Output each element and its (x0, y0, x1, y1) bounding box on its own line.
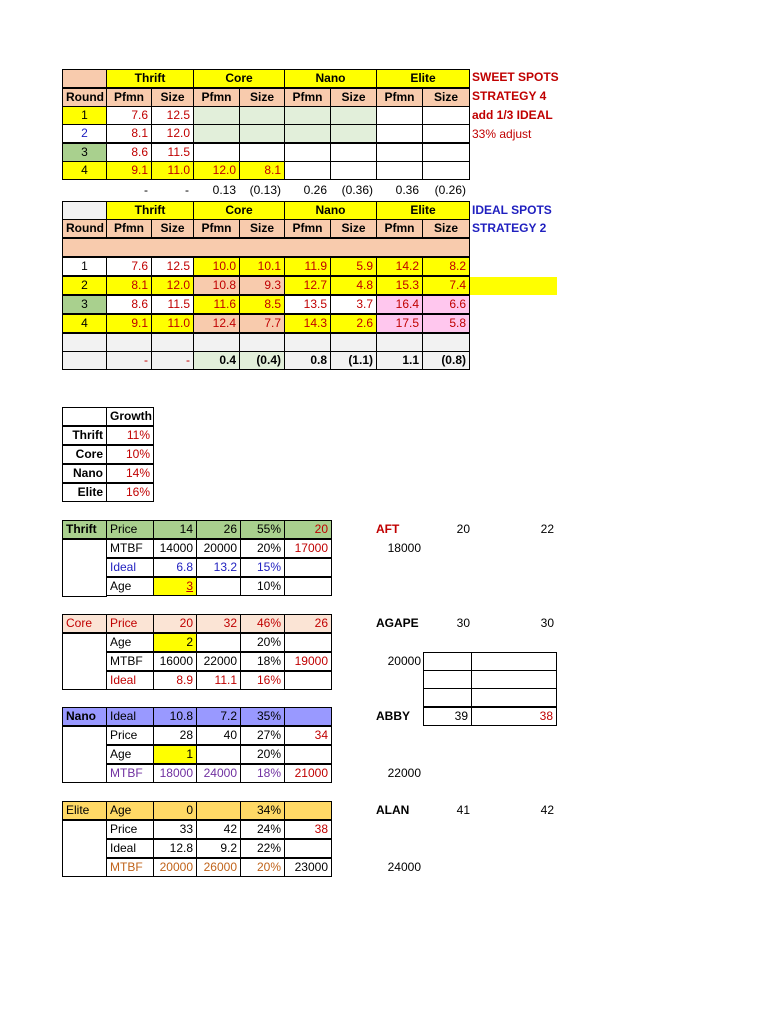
row-label[interactable]: Price (106, 614, 154, 633)
empty-cell[interactable] (422, 333, 470, 352)
value-cell[interactable]: 26 (196, 520, 241, 539)
value-cell[interactable]: 14 (153, 520, 197, 539)
empty-cell[interactable] (284, 106, 331, 125)
value-cell[interactable]: 20 (284, 520, 332, 539)
round-cell[interactable]: 1 (62, 257, 107, 276)
value-cell[interactable]: 8.5 (239, 295, 285, 314)
pfmn-header[interactable]: Pfmn (193, 88, 240, 107)
empty-cell[interactable] (239, 106, 285, 125)
group-header-elite[interactable]: Elite (376, 69, 470, 88)
value-cell[interactable]: 14.2 (376, 257, 423, 276)
size-header[interactable]: Size (422, 219, 470, 238)
value-cell[interactable]: 20 (153, 614, 197, 633)
note-strategy-2[interactable]: STRATEGY 2 (472, 221, 547, 235)
empty-cell[interactable] (284, 161, 331, 180)
value-cell[interactable]: 8.9 (153, 671, 197, 690)
value-cell[interactable]: 12.0 (193, 161, 240, 180)
empty-cell[interactable] (423, 670, 472, 689)
empty-cell[interactable] (62, 726, 107, 783)
value-cell[interactable]: 9.2 (196, 839, 241, 858)
value-cell[interactable]: 8.2 (422, 257, 470, 276)
diff-cell[interactable]: - (106, 351, 152, 370)
value-cell[interactable]: 22000 (196, 652, 241, 671)
row-label[interactable]: Age (106, 577, 154, 596)
empty-cell[interactable] (62, 351, 107, 370)
group-header-thrift[interactable]: Thrift (106, 201, 194, 220)
value-cell[interactable]: 19000 (284, 652, 332, 671)
value-cell[interactable]: 7.6 (106, 257, 152, 276)
empty-cell[interactable] (376, 124, 423, 143)
empty-cell[interactable] (239, 124, 285, 143)
group-header-core[interactable]: Core (193, 201, 285, 220)
header-corner[interactable] (62, 69, 107, 88)
empty-cell[interactable] (423, 688, 472, 707)
row-label[interactable]: Age (106, 801, 154, 820)
empty-cell[interactable] (193, 143, 240, 162)
empty-cell[interactable] (62, 820, 107, 877)
value-cell[interactable]: 12.5 (151, 257, 194, 276)
value-cell[interactable]: 13.5 (284, 295, 331, 314)
empty-cell[interactable] (193, 333, 240, 352)
empty-cell[interactable] (284, 801, 332, 820)
value-cell[interactable]: 7.6 (106, 106, 152, 125)
empty-cell[interactable] (239, 333, 285, 352)
percent-cell[interactable]: 55% (240, 520, 285, 539)
pfmn-header[interactable]: Pfmn (376, 219, 423, 238)
value-cell[interactable]: 18000 (153, 764, 197, 783)
value-cell[interactable]: 6.8 (153, 558, 197, 577)
empty-cell[interactable] (193, 124, 240, 143)
value-cell[interactable]: 10.0 (193, 257, 240, 276)
empty-cell[interactable] (196, 633, 241, 652)
empty-cell[interactable] (196, 745, 241, 764)
value-cell[interactable]: 8.6 (106, 295, 152, 314)
empty-cell[interactable] (284, 839, 332, 858)
diff-cell[interactable]: (1.1) (330, 351, 377, 370)
diff-cell[interactable]: 0.8 (284, 351, 331, 370)
diff-cell[interactable]: - (185, 183, 189, 197)
empty-cell[interactable] (330, 161, 377, 180)
row-label[interactable]: Price (106, 520, 154, 539)
value-cell[interactable]: 6.6 (422, 295, 470, 314)
empty-cell[interactable] (471, 652, 557, 671)
round-cell[interactable]: 1 (62, 106, 107, 125)
percent-cell[interactable]: 35% (240, 707, 285, 726)
competitor-value[interactable]: 30 (456, 616, 470, 630)
value-cell[interactable]: 14.3 (284, 314, 331, 333)
empty-cell[interactable] (284, 671, 332, 690)
percent-cell[interactable]: 34% (240, 801, 285, 820)
percent-cell[interactable]: 18% (240, 652, 285, 671)
segment-label[interactable]: Nano (62, 707, 107, 726)
value-cell[interactable]: 33 (153, 820, 197, 839)
competitor-extra[interactable]: 24000 (387, 860, 421, 874)
value-cell[interactable]: 34 (284, 726, 332, 745)
segment-label[interactable]: Core (62, 445, 107, 464)
diff-cell[interactable]: (0.8) (422, 351, 470, 370)
row-label[interactable]: Age (106, 633, 154, 652)
value-cell[interactable]: 17.5 (376, 314, 423, 333)
note-sweet-spots[interactable]: SWEET SPOTS (472, 70, 559, 84)
round-cell[interactable]: 3 (62, 143, 107, 162)
competitor-name[interactable]: AGAPE (376, 616, 419, 630)
competitor-name[interactable]: ABBY (376, 709, 411, 723)
percent-cell[interactable]: 16% (240, 671, 285, 690)
value-cell[interactable]: 26 (284, 614, 332, 633)
competitor-value[interactable]: 38 (471, 707, 557, 726)
value-cell[interactable]: 8.1 (106, 276, 152, 295)
value-cell[interactable]: 38 (284, 820, 332, 839)
segment-label[interactable]: Thrift (62, 520, 107, 539)
segment-label[interactable]: Nano (62, 464, 107, 483)
value-cell[interactable]: 8.1 (239, 161, 285, 180)
diff-cell[interactable]: 0.13 (212, 183, 236, 197)
empty-cell[interactable] (284, 333, 331, 352)
row-label[interactable]: Ideal (106, 707, 154, 726)
note-strategy-4[interactable]: STRATEGY 4 (472, 89, 547, 103)
value-cell[interactable]: 3.7 (330, 295, 377, 314)
row-label[interactable]: Age (106, 745, 154, 764)
value-cell[interactable]: 32 (196, 614, 241, 633)
empty-cell[interactable] (284, 633, 332, 652)
diff-cell[interactable]: - (151, 351, 194, 370)
value-cell[interactable]: 5.9 (330, 257, 377, 276)
row-label[interactable]: Price (106, 820, 154, 839)
empty-cell[interactable] (284, 558, 332, 577)
empty-cell[interactable] (196, 801, 241, 820)
pfmn-header[interactable]: Pfmn (106, 219, 152, 238)
empty-cell[interactable] (284, 143, 331, 162)
empty-cell[interactable] (193, 106, 240, 125)
value-cell[interactable]: 21000 (284, 764, 332, 783)
segment-label[interactable]: Elite (62, 801, 107, 820)
empty-cell[interactable] (151, 333, 194, 352)
empty-cell[interactable] (471, 670, 557, 689)
row-label[interactable]: MTBF (106, 539, 154, 558)
competitor-extra[interactable]: 18000 (387, 541, 421, 555)
value-cell[interactable]: 14000 (153, 539, 197, 558)
size-header[interactable]: Size (330, 88, 377, 107)
percent-cell[interactable]: 22% (240, 839, 285, 858)
pfmn-header[interactable]: Pfmn (284, 219, 331, 238)
percent-cell[interactable]: 27% (240, 726, 285, 745)
value-cell[interactable]: 9.3 (239, 276, 285, 295)
value-cell[interactable]: 8.6 (106, 143, 152, 162)
value-cell[interactable]: 12.7 (284, 276, 331, 295)
percent-cell[interactable]: 10% (240, 577, 285, 596)
value-cell[interactable]: 28 (153, 726, 197, 745)
value-cell[interactable]: 0 (153, 801, 197, 820)
empty-cell[interactable] (330, 333, 377, 352)
header-corner[interactable] (62, 201, 107, 220)
value-cell[interactable]: 2 (153, 633, 197, 652)
empty-cell[interactable] (423, 652, 472, 671)
value-cell[interactable]: 7.4 (422, 276, 470, 295)
empty-cell[interactable] (422, 143, 470, 162)
value-cell[interactable]: 26000 (196, 858, 241, 877)
competitor-name[interactable]: AFT (376, 522, 400, 536)
diff-cell[interactable]: (0.13) (249, 183, 281, 197)
round-cell[interactable]: 2 (62, 276, 107, 295)
segment-label[interactable]: Elite (62, 483, 107, 502)
value-cell[interactable]: 15.3 (376, 276, 423, 295)
empty-cell[interactable] (376, 333, 423, 352)
row-label[interactable]: MTBF (106, 652, 154, 671)
round-cell[interactable]: 3 (62, 295, 107, 314)
value-cell[interactable]: 7.2 (196, 707, 241, 726)
value-cell[interactable]: 24000 (196, 764, 241, 783)
value-cell[interactable]: 11.0 (151, 314, 194, 333)
value-cell[interactable]: 40 (196, 726, 241, 745)
empty-cell[interactable] (330, 124, 377, 143)
empty-cell[interactable] (62, 333, 107, 352)
value-cell[interactable]: 11.5 (151, 295, 194, 314)
group-header-nano[interactable]: Nano (284, 69, 377, 88)
diff-cell[interactable]: (0.36) (341, 183, 373, 197)
competitor-name[interactable]: ALAN (376, 803, 410, 817)
value-cell[interactable]: 1 (153, 745, 197, 764)
value-cell[interactable]: 10.8 (193, 276, 240, 295)
value-cell[interactable]: 17000 (284, 539, 332, 558)
competitor-extra[interactable]: 20000 (387, 654, 421, 668)
competitor-value[interactable]: 20 (456, 522, 470, 536)
value-cell[interactable]: 10.1 (239, 257, 285, 276)
empty-cell[interactable] (284, 707, 332, 726)
value-cell[interactable]: 11.1 (196, 671, 241, 690)
empty-cell[interactable] (471, 688, 557, 707)
diff-cell[interactable]: (0.4) (239, 351, 285, 370)
growth-value[interactable]: 14% (106, 464, 154, 483)
diff-cell[interactable]: 1.1 (376, 351, 423, 370)
percent-cell[interactable]: 24% (240, 820, 285, 839)
note-adjust[interactable]: 33% adjust (472, 127, 532, 141)
value-cell[interactable]: 23000 (284, 858, 332, 877)
row-label[interactable]: Ideal (106, 671, 154, 690)
pfmn-header[interactable]: Pfmn (106, 88, 152, 107)
size-header[interactable]: Size (422, 88, 470, 107)
group-header-nano[interactable]: Nano (284, 201, 377, 220)
round-cell[interactable]: 2 (62, 124, 107, 143)
empty-cell[interactable] (106, 333, 152, 352)
value-cell[interactable]: 13.2 (196, 558, 241, 577)
empty-cell[interactable] (422, 106, 470, 125)
competitor-value[interactable]: 30 (540, 616, 554, 630)
value-cell[interactable]: 10.8 (153, 707, 197, 726)
empty-cell[interactable] (284, 577, 332, 596)
value-cell[interactable]: 20000 (153, 858, 197, 877)
value-cell[interactable]: 11.0 (151, 161, 194, 180)
value-cell[interactable]: 42 (196, 820, 241, 839)
empty-cell[interactable] (196, 577, 241, 596)
diff-cell[interactable]: (0.26) (434, 183, 466, 197)
diff-cell[interactable]: - (144, 183, 148, 197)
group-header-thrift[interactable]: Thrift (106, 69, 194, 88)
percent-cell[interactable]: 15% (240, 558, 285, 577)
empty-cell[interactable] (62, 407, 107, 426)
growth-value[interactable]: 11% (106, 426, 154, 445)
empty-cell[interactable] (330, 106, 377, 125)
size-header[interactable]: Size (330, 219, 377, 238)
empty-cell[interactable] (284, 124, 331, 143)
empty-cell[interactable] (376, 106, 423, 125)
value-cell[interactable]: 9.1 (106, 314, 152, 333)
competitor-value[interactable]: 41 (456, 803, 470, 817)
empty-cell[interactable] (422, 161, 470, 180)
percent-cell[interactable]: 20% (240, 539, 285, 558)
row-label[interactable]: Ideal (106, 558, 154, 577)
size-header[interactable]: Size (151, 88, 194, 107)
size-header[interactable]: Size (239, 88, 285, 107)
segment-label[interactable]: Core (62, 614, 107, 633)
value-cell[interactable]: 5.8 (422, 314, 470, 333)
value-cell[interactable]: 9.1 (106, 161, 152, 180)
group-header-core[interactable]: Core (193, 69, 285, 88)
empty-cell[interactable] (62, 633, 107, 690)
note-ideal-spots[interactable]: IDEAL SPOTS (472, 203, 552, 217)
value-cell[interactable]: 12.5 (151, 106, 194, 125)
group-header-elite[interactable]: Elite (376, 201, 470, 220)
row-label[interactable]: MTBF (106, 858, 154, 877)
empty-cell[interactable] (62, 539, 107, 597)
round-header[interactable]: Round (62, 219, 107, 238)
diff-cell[interactable]: 0.4 (193, 351, 240, 370)
competitor-value[interactable]: 42 (540, 803, 554, 817)
diff-cell[interactable]: 0.36 (395, 183, 419, 197)
value-cell[interactable]: 11.6 (193, 295, 240, 314)
empty-cell[interactable] (239, 143, 285, 162)
blank-row[interactable] (62, 238, 470, 257)
pfmn-header[interactable]: Pfmn (284, 88, 331, 107)
value-cell[interactable]: 16.4 (376, 295, 423, 314)
value-cell[interactable]: 11.9 (284, 257, 331, 276)
value-cell[interactable]: 8.1 (106, 124, 152, 143)
highlight-band (470, 277, 557, 295)
value-cell[interactable]: 2.6 (330, 314, 377, 333)
empty-cell[interactable] (422, 124, 470, 143)
growth-header[interactable]: Growth (106, 407, 154, 426)
pfmn-header[interactable]: Pfmn (193, 219, 240, 238)
value-cell[interactable]: 11.5 (151, 143, 194, 162)
competitor-extra[interactable]: 22000 (387, 766, 421, 780)
percent-cell[interactable]: 20% (240, 633, 285, 652)
competitor-value[interactable]: 22 (540, 522, 554, 536)
row-label[interactable]: Price (106, 726, 154, 745)
size-header[interactable]: Size (151, 219, 194, 238)
segment-label[interactable]: Thrift (62, 426, 107, 445)
value-cell[interactable]: 12.8 (153, 839, 197, 858)
value-cell[interactable]: 7.7 (239, 314, 285, 333)
size-header[interactable]: Size (239, 219, 285, 238)
pfmn-header[interactable]: Pfmn (376, 88, 423, 107)
empty-cell[interactable] (284, 745, 332, 764)
empty-cell[interactable] (376, 143, 423, 162)
value-cell[interactable]: 20000 (196, 539, 241, 558)
value-cell[interactable]: 12.0 (151, 124, 194, 143)
percent-cell[interactable]: 18% (240, 764, 285, 783)
empty-cell[interactable] (376, 161, 423, 180)
round-cell[interactable]: 4 (62, 314, 107, 333)
value-cell[interactable]: 16000 (153, 652, 197, 671)
diff-cell[interactable]: 0.26 (303, 183, 327, 197)
value-cell[interactable]: 4.8 (330, 276, 377, 295)
percent-cell[interactable]: 20% (240, 745, 285, 764)
percent-cell[interactable]: 20% (240, 858, 285, 877)
row-label[interactable]: Ideal (106, 839, 154, 858)
value-cell[interactable]: 3 (153, 577, 197, 596)
round-cell[interactable]: 4 (62, 161, 107, 180)
empty-cell[interactable] (330, 143, 377, 162)
round-header[interactable]: Round (62, 88, 107, 107)
note-add-ideal[interactable]: add 1/3 IDEAL (472, 108, 553, 122)
value-cell[interactable]: 12.0 (151, 276, 194, 295)
row-label[interactable]: MTBF (106, 764, 154, 783)
competitor-value[interactable]: 39 (423, 707, 472, 726)
growth-value[interactable]: 16% (106, 483, 154, 502)
percent-cell[interactable]: 46% (240, 614, 285, 633)
growth-value[interactable]: 10% (106, 445, 154, 464)
value-cell[interactable]: 12.4 (193, 314, 240, 333)
